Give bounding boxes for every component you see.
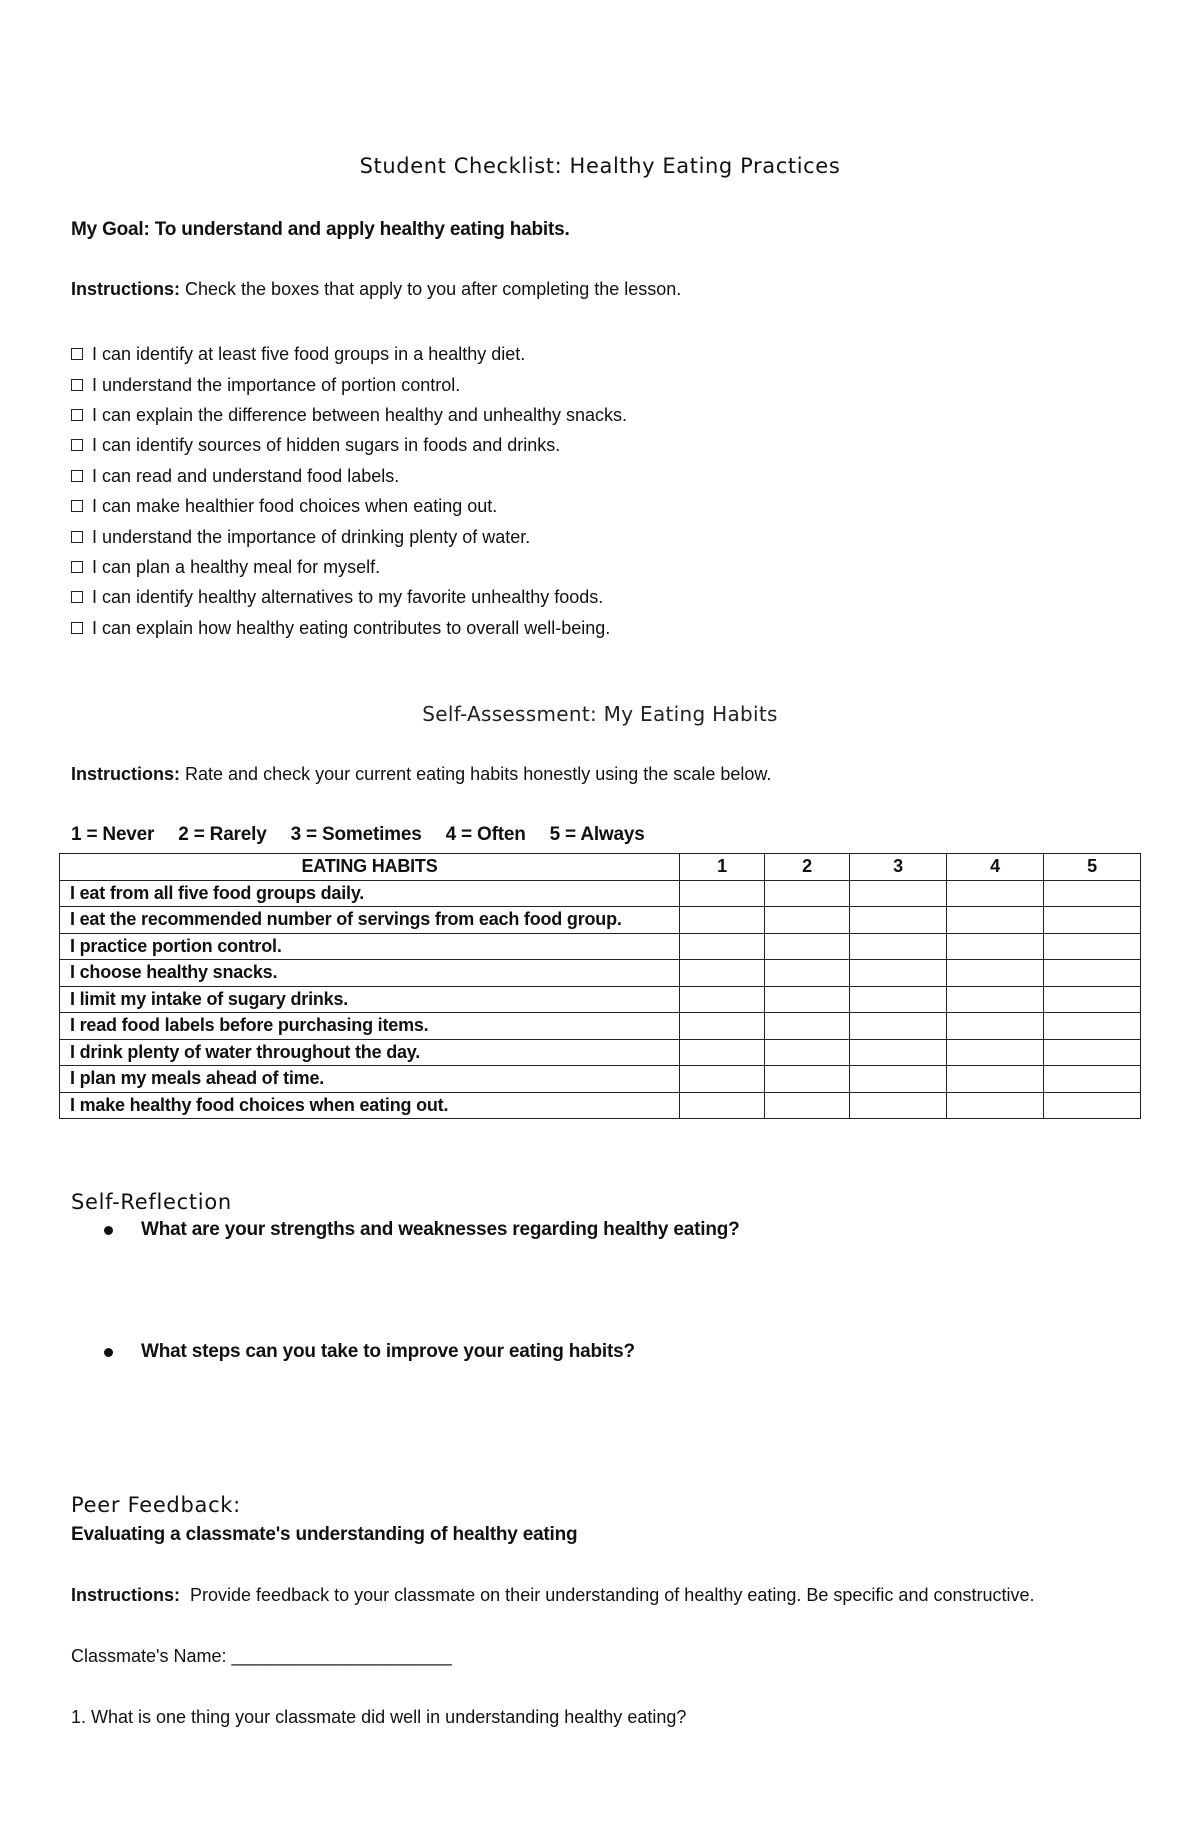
- rating-cell[interactable]: [680, 880, 765, 907]
- habit-label: I read food labels before purchasing items.: [60, 1013, 680, 1040]
- checkbox[interactable]: [71, 531, 83, 543]
- table-row: [60, 907, 1141, 934]
- checklist-item-label: I can plan a healthy meal for myself.: [92, 556, 381, 577]
- checklist-item[interactable]: [71, 369, 627, 399]
- checklist-item-label: I can explain how healthy eating contributes to overall well-being.: [92, 617, 611, 638]
- checklist-item[interactable]: [71, 400, 627, 430]
- rating-cell[interactable]: [1044, 1039, 1141, 1066]
- reflection-question: [104, 1341, 635, 1363]
- page-title: Student Checklist: Healthy Eating Practices: [359, 154, 841, 178]
- habit-label: I drink plenty of water throughout the day.: [60, 1039, 680, 1066]
- rating-cell[interactable]: [680, 1066, 765, 1093]
- checkbox[interactable]: [71, 470, 83, 482]
- instructions-text: Provide feedback to your classmate on their understanding of healthy eating. Be specific and constructive.: [180, 1585, 1035, 1605]
- rating-cell[interactable]: [947, 986, 1044, 1013]
- peer-instructions: [71, 1585, 1035, 1606]
- feedback-question-1: 1. What is one thing your classmate did well in understanding healthy eating?: [71, 1707, 687, 1727]
- table-row: [60, 960, 1141, 987]
- checklist-item-label: I can make healthier food choices when eating out.: [92, 496, 498, 517]
- table-row: [60, 986, 1141, 1013]
- column-header-2: 2: [765, 854, 850, 881]
- peer-feedback-heading: Peer Feedback:: [71, 1493, 241, 1517]
- rating-cell[interactable]: [947, 960, 1044, 987]
- rating-cell[interactable]: [680, 907, 765, 934]
- habit-label: I eat the recommended number of servings from each food group.: [60, 907, 680, 934]
- checklist-item-label: I can identify at least five food groups in a healthy diet.: [92, 344, 526, 365]
- table-row: [60, 1013, 1141, 1040]
- rating-cell[interactable]: [1044, 960, 1141, 987]
- checkbox[interactable]: [71, 439, 83, 451]
- rating-cell[interactable]: [765, 986, 850, 1013]
- rating-cell[interactable]: [680, 1039, 765, 1066]
- rating-cell[interactable]: [850, 1092, 947, 1119]
- rating-cell[interactable]: [680, 933, 765, 960]
- table-row: [60, 880, 1141, 907]
- instructions-label: Instructions:: [71, 1585, 181, 1605]
- rating-cell[interactable]: [1044, 1013, 1141, 1040]
- rating-cell[interactable]: [765, 933, 850, 960]
- instructions-label: Instructions:: [71, 764, 181, 784]
- table-row: [60, 933, 1141, 960]
- habit-label: I plan my meals ahead of time.: [60, 1066, 680, 1093]
- instructions-text: Check the boxes that apply to you after completing the lesson.: [180, 279, 682, 299]
- instructions-label: Instructions:: [71, 279, 181, 299]
- question-text: What steps can you take to improve your eating habits?: [141, 1341, 635, 1362]
- self-reflection-heading: Self-Reflection: [71, 1190, 232, 1214]
- rating-cell[interactable]: [680, 1013, 765, 1040]
- rating-cell[interactable]: [850, 880, 947, 907]
- rating-cell[interactable]: [850, 907, 947, 934]
- checklist-item[interactable]: [71, 339, 627, 369]
- rating-cell[interactable]: [1044, 986, 1141, 1013]
- rating-cell[interactable]: [765, 960, 850, 987]
- checklist-item-label: I understand the importance of drinking plenty of water.: [92, 526, 531, 547]
- checklist-item[interactable]: [71, 582, 627, 612]
- checklist-item[interactable]: [71, 461, 627, 491]
- rating-cell[interactable]: [947, 1066, 1044, 1093]
- bullet-icon: [104, 1348, 113, 1357]
- rating-cell[interactable]: [765, 880, 850, 907]
- habit-label: I practice portion control.: [60, 933, 680, 960]
- rating-cell[interactable]: [850, 1013, 947, 1040]
- checklist-item[interactable]: [71, 613, 627, 643]
- goal-statement: My Goal: To understand and apply healthy eating habits.: [71, 219, 570, 240]
- checklist-item[interactable]: [71, 552, 627, 582]
- rating-cell[interactable]: [765, 1092, 850, 1119]
- scale-item: 4 = Often: [445, 824, 526, 845]
- column-header-3: 3: [850, 854, 947, 881]
- peer-feedback-subheading: Evaluating a classmate's understanding of healthy eating: [71, 1524, 578, 1545]
- rating-cell[interactable]: [1044, 933, 1141, 960]
- rating-cell[interactable]: [680, 960, 765, 987]
- rating-cell[interactable]: [765, 1013, 850, 1040]
- checklist-item-label: I can identify healthy alternatives to my favorite unhealthy foods.: [92, 587, 604, 608]
- scale-item: 5 = Always: [549, 824, 645, 845]
- self-assessment-title: Self-Assessment: My Eating Habits: [422, 702, 778, 726]
- habit-label: I make healthy food choices when eating out.: [60, 1092, 680, 1119]
- checklist-item[interactable]: [71, 430, 627, 460]
- checklist-item-label: I can identify sources of hidden sugars in foods and drinks.: [92, 435, 561, 456]
- rating-cell[interactable]: [765, 1066, 850, 1093]
- rating-cell[interactable]: [947, 880, 1044, 907]
- checklist-item-label: I can explain the difference between healthy and unhealthy snacks.: [92, 404, 628, 425]
- checkbox[interactable]: [71, 561, 83, 573]
- rating-cell[interactable]: [947, 1092, 1044, 1119]
- checkbox[interactable]: [71, 348, 83, 360]
- rating-cell[interactable]: [947, 907, 1044, 934]
- checkbox[interactable]: [71, 409, 83, 421]
- column-header-habits: EATING HABITS: [60, 854, 680, 881]
- checklist-item-label: I can read and understand food labels.: [92, 465, 400, 486]
- checklist-item[interactable]: [71, 521, 627, 551]
- classmate-name-field[interactable]: Classmate's Name: ______________________: [71, 1646, 452, 1666]
- bullet-icon: [104, 1226, 113, 1235]
- habit-label: I choose healthy snacks.: [60, 960, 680, 987]
- rating-cell[interactable]: [1044, 907, 1141, 934]
- checklist-instructions: [71, 279, 681, 300]
- checkbox[interactable]: [71, 500, 83, 512]
- habit-label: I eat from all five food groups daily.: [60, 880, 680, 907]
- rating-cell[interactable]: [850, 1066, 947, 1093]
- scale-item: 3 = Sometimes: [290, 824, 422, 845]
- column-header-1: 1: [680, 854, 765, 881]
- rating-cell[interactable]: [947, 1013, 1044, 1040]
- checklist: [71, 339, 627, 643]
- column-header-5: 5: [1044, 854, 1141, 881]
- checkbox[interactable]: [71, 379, 83, 391]
- rating-cell[interactable]: [850, 1039, 947, 1066]
- rating-cell[interactable]: [850, 933, 947, 960]
- instructions-text: Rate and check your current eating habits honestly using the scale below.: [180, 764, 772, 784]
- rating-cell[interactable]: [947, 1039, 1044, 1066]
- checklist-item-label: I understand the importance of portion control.: [92, 374, 461, 395]
- rating-cell[interactable]: [1044, 880, 1141, 907]
- rating-scale: [71, 824, 645, 846]
- column-header-4: 4: [947, 854, 1044, 881]
- rating-cell[interactable]: [765, 907, 850, 934]
- scale-item: 1 = Never: [71, 824, 155, 845]
- assessment-instructions: [71, 764, 771, 785]
- rating-cell[interactable]: [765, 1039, 850, 1066]
- table-row: [60, 1039, 1141, 1066]
- table-header-row: [60, 854, 1141, 881]
- table-row: [60, 1092, 1141, 1119]
- checkbox[interactable]: [71, 622, 83, 634]
- checkbox[interactable]: [71, 591, 83, 603]
- question-text: What are your strengths and weaknesses regarding healthy eating?: [141, 1219, 740, 1240]
- rating-cell[interactable]: [850, 960, 947, 987]
- rating-cell[interactable]: [1044, 1066, 1141, 1093]
- rating-cell[interactable]: [1044, 1092, 1141, 1119]
- table-row: [60, 1066, 1141, 1093]
- reflection-question: [104, 1219, 740, 1241]
- rating-cell[interactable]: [850, 986, 947, 1013]
- habit-label: I limit my intake of sugary drinks.: [60, 986, 680, 1013]
- rating-cell[interactable]: [680, 1092, 765, 1119]
- eating-habits-table: [59, 853, 1141, 1119]
- checklist-item[interactable]: [71, 491, 627, 521]
- scale-item: 2 = Rarely: [178, 824, 267, 845]
- rating-cell[interactable]: [947, 933, 1044, 960]
- rating-cell[interactable]: [680, 986, 765, 1013]
